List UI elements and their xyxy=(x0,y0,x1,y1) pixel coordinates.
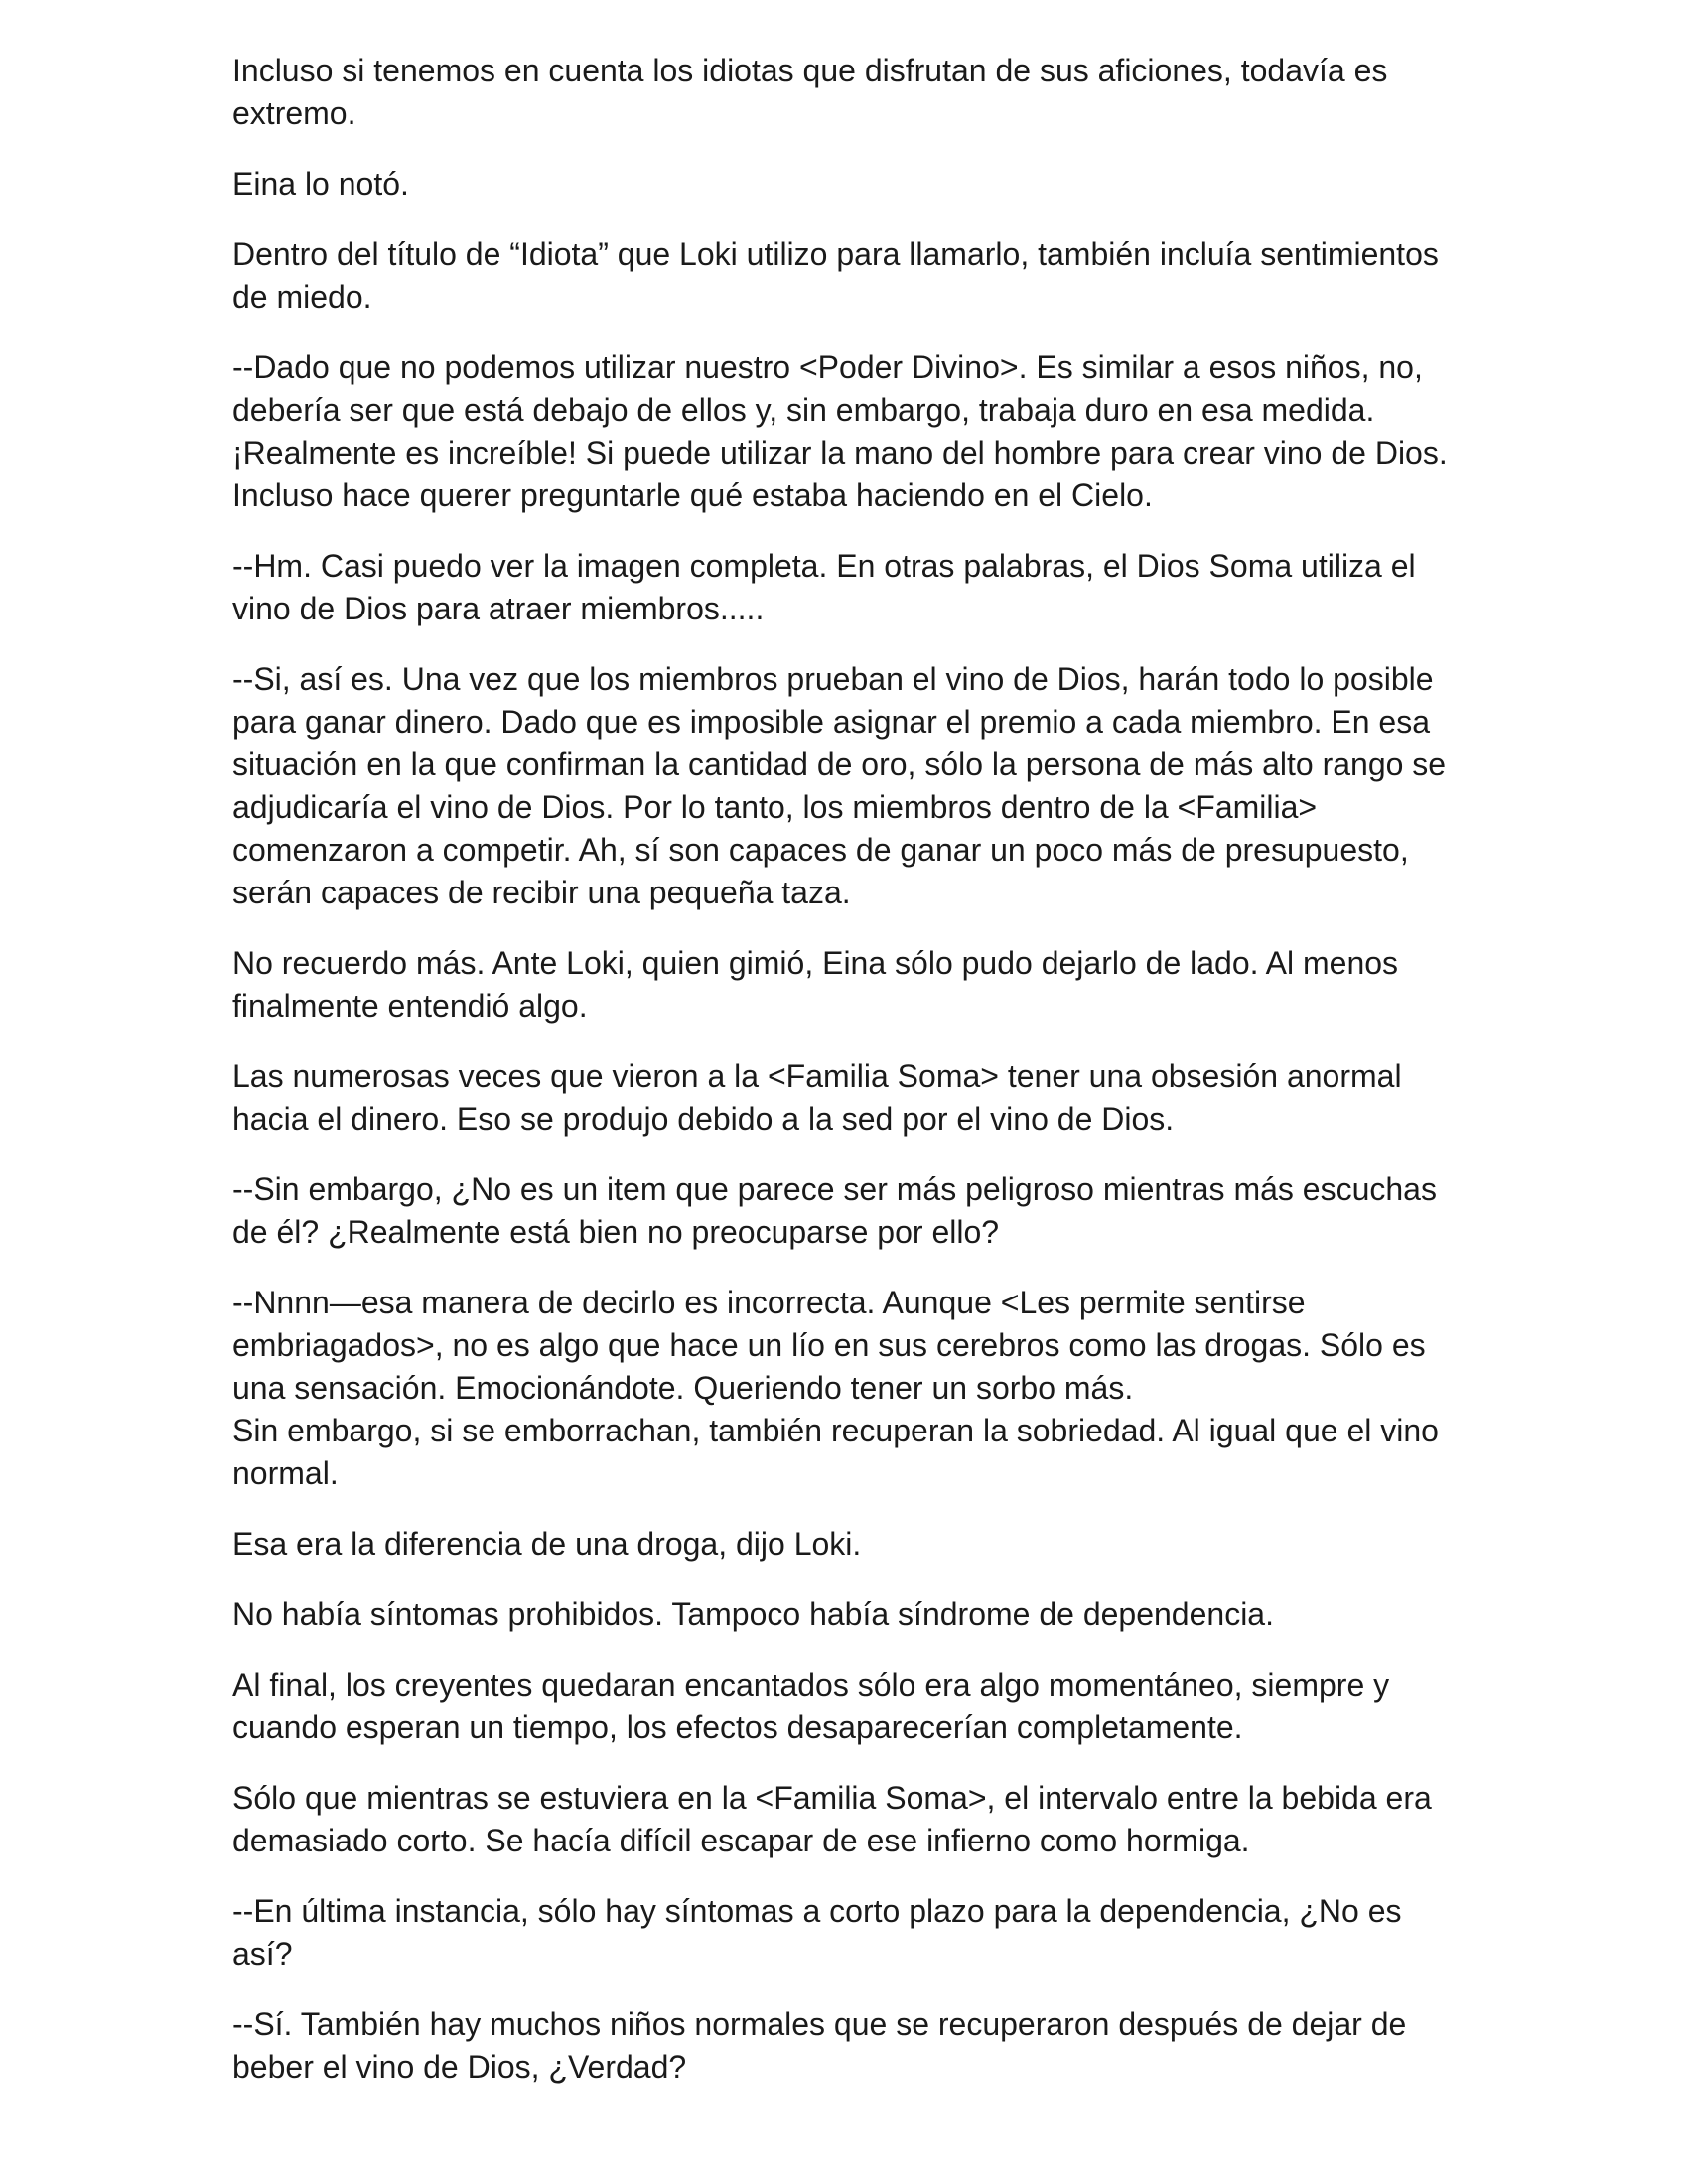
paragraph: Esa era la diferencia de una droga, dijo Loki. xyxy=(232,1526,862,1562)
paragraph: Incluso si tenemos en cuenta los idiotas que disfrutan de sus aficiones, todavía es extremo. xyxy=(232,53,1388,131)
paragraph: Las numerosas veces que vieron a la <Familia Soma> tener una obsesión anormal hacia el dinero. Eso se produjo debido a la sed por el vino de Dios. xyxy=(232,1058,1402,1137)
paragraph: Eina lo notó. xyxy=(232,166,409,202)
paragraph: --Sin embargo, ¿No es un item que parece ser más peligroso mientras más escuchas de él? ¿Realmente está bien no preocuparse por ello? xyxy=(232,1171,1437,1250)
paragraph: No había síntomas prohibidos. Tampoco había síndrome de dependencia. xyxy=(232,1596,1274,1632)
paragraph: --Si, así es. Una vez que los miembros prueban el vino de Dios, harán todo lo posible para ganar dinero. Dado que es imposible asignar el premio a cada miembro. En esa situación en la que confirman la cantidad de oro, sólo la persona de más alto rango se adjudicaría el vino de Dios. Por lo tanto, los miembros dentro de la <Familia> comenzaron a competir. Ah, sí son capaces de ganar un poco más de presupuesto, serán capaces de recibir una pequeña taza. xyxy=(232,661,1447,910)
paragraph: No recuerdo más. Ante Loki, quien gimió, Eina sólo pudo dejarlo de lado. Al menos finalmente entendió algo. xyxy=(232,945,1399,1024)
paragraph: Dentro del título de “Idiota” que Loki utilizo para llamarlo, también incluía sentimientos de miedo. xyxy=(232,236,1439,315)
paragraph: Al final, los creyentes quedaran encantados sólo era algo momentáneo, siempre y cuando esperan un tiempo, los efectos desaparecerían completamente. xyxy=(232,1667,1390,1745)
paragraph: --Hm. Casi puedo ver la imagen completa. En otras palabras, el Dios Soma utiliza el vino de Dios para atraer miembros..... xyxy=(232,548,1416,626)
document-page xyxy=(232,50,1464,2116)
paragraph: --Dado que no podemos utilizar nuestro <Poder Divino>. Es similar a esos niños, no, debería ser que está debajo de ellos y, sin embargo, trabaja duro en esa medida. ¡Realmente es increíble! Si puede utilizar la mano del hombre para crear vino de Dios. Incluso hace querer preguntarle qué estaba haciendo en el Cielo. xyxy=(232,349,1448,513)
paragraph: Sólo que mientras se estuviera en la <Familia Soma>, el intervalo entre la bebida era demasiado corto. Se hacía difícil escapar de ese infierno como hormiga. xyxy=(232,1780,1432,1858)
paragraph: --Sí. También hay muchos niños normales que se recuperaron después de dejar de beber el vino de Dios, ¿Verdad? xyxy=(232,2006,1407,2085)
paragraph: --En última instancia, sólo hay síntomas a corto plazo para la dependencia, ¿No es así? xyxy=(232,1893,1402,1972)
paragraph: --Nnnn—esa manera de decirlo es incorrecta. Aunque <Les permite sentirse embriagados>, no es algo que hace un lío en sus cerebros como las drogas. Sólo es una sensación. Emocionándote. Queriendo tener un sorbo más. Sin embargo, si se emborrachan, también recuperan la sobriedad. Al igual que el vino normal. xyxy=(232,1285,1439,1491)
